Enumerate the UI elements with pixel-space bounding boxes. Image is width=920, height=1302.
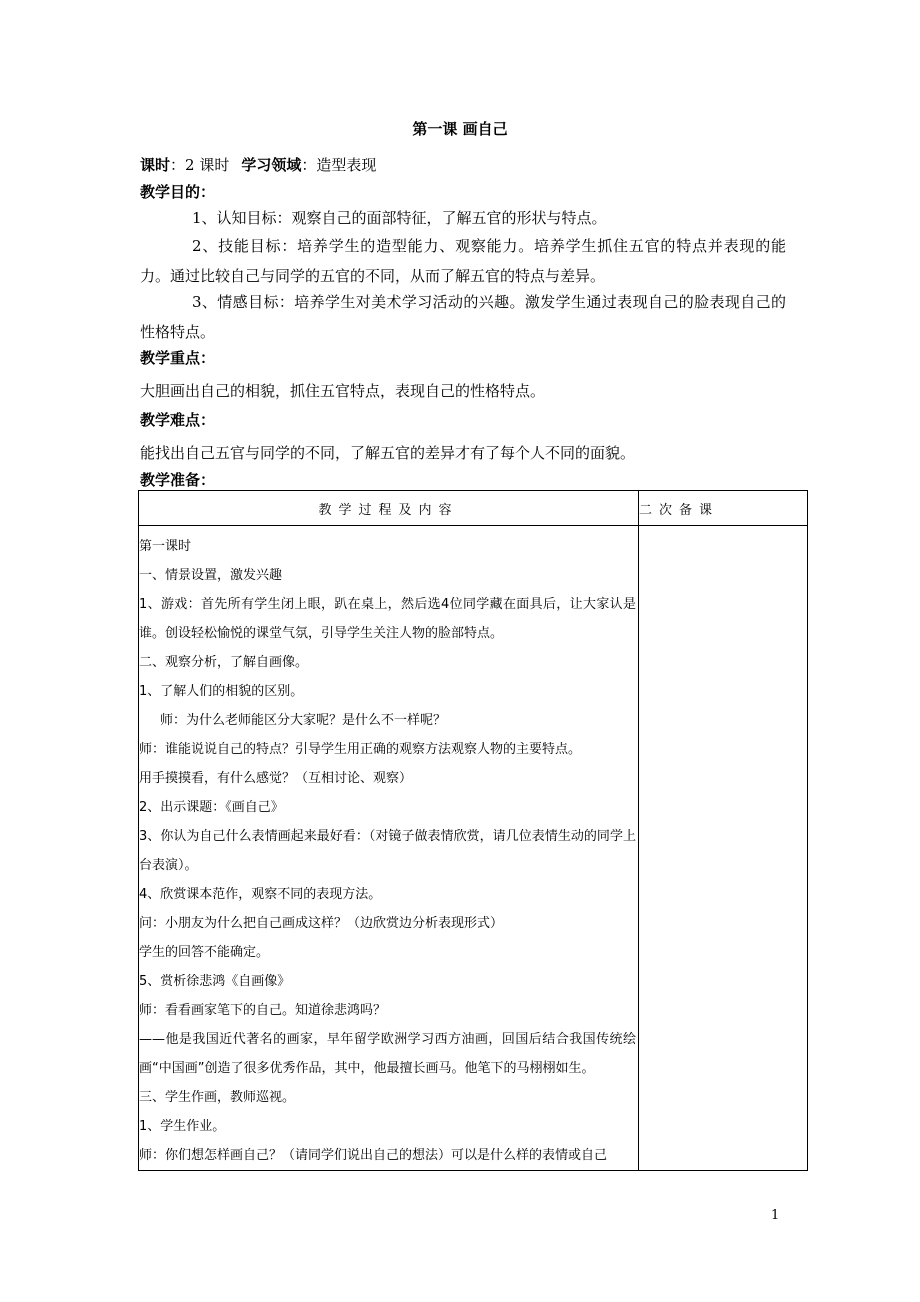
- content-line: 学生的回答不能确定。: [139, 945, 270, 960]
- content-line: 一、情景设置，激发兴趣: [139, 568, 283, 583]
- domain-label: 学习领域: [241, 156, 302, 174]
- key-points-heading: 教学重点：: [140, 349, 216, 367]
- lesson-table: [138, 490, 808, 1171]
- process-content-cell: [139, 526, 639, 1171]
- content-line: 第一课时: [139, 539, 192, 554]
- key-points-text: 大胆画出自己的相貌，抓住五官特点，表现自己的性格特点。: [140, 382, 546, 400]
- content-line: 5、赏析徐悲鸿《自画像》: [139, 974, 291, 989]
- content-line: 1、了解人们的相貌的区别。: [139, 684, 304, 699]
- difficulties-heading: 教学难点：: [140, 411, 216, 429]
- content-line: 4、欣赏课本范作，观察不同的表现方法。: [139, 887, 382, 902]
- domain-value: ：造型表现: [301, 156, 377, 174]
- second-prep-cell: [639, 526, 808, 1171]
- content-line: 师：谁能说说自己的特点？引导学生用正确的观察方法观察人物的主要特点。: [139, 742, 582, 757]
- content-line: 2、出示课题：《画自己》: [139, 800, 284, 815]
- process-content: [139, 526, 638, 1170]
- content-line: 3、你认为自己什么表情画起来最好看：（对镜子做表情欣赏，请几位表情生动的同学上台表演）。: [139, 829, 636, 873]
- content-line: 二、观察分析，了解自画像。: [139, 655, 309, 670]
- objective-item: 1、认知目标：观察自己的面部特征，了解五官的形状与特点。: [192, 209, 607, 227]
- content-line: ——他是我国近代著名的画家，早年留学欧洲学习西方油画，回国后结合我国传统绘画“中国画”创造了很多优秀作品，其中，他最擅长画马。他笔下的马栩栩如生。: [139, 1032, 636, 1076]
- header-process: 教学过程及内容: [139, 491, 639, 526]
- meta-line: [140, 155, 790, 175]
- content-line: 1、学生作业。: [139, 1119, 226, 1134]
- objective-item: 3、情感目标：培养学生对美术学习活动的兴趣。激发学生通过表现自己的脸表现自己的性格特点。: [140, 293, 786, 341]
- content-line: 用手摸摸看，有什么感觉？（互相讨论、观察）: [139, 771, 413, 786]
- page-title: 第一课 画自己: [412, 120, 508, 138]
- objective-item: 2、技能目标：培养学生的造型能力、观察能力。培养学生抓住五官的特点并表现的能力。通过比较自己与同学的五官的不同，从而了解五官的特点与差异。: [140, 237, 786, 285]
- preparation-heading: 教学准备：: [140, 471, 216, 489]
- difficulties-text: 能找出自己五官与同学的不同，了解五官的差异才有了每个人不同的面貌。: [140, 444, 636, 462]
- page-number: 1: [771, 1208, 780, 1223]
- hours-label: 课时: [140, 156, 171, 174]
- hours-value: ：2 课时: [170, 156, 230, 174]
- content-line: 问：小朋友为什么把自己画成这样？（边欣赏边分析表现形式）: [139, 916, 504, 931]
- content-line: 师：为什么老师能区分大家呢？是什么不一样呢？: [160, 713, 447, 728]
- objectives-heading: 教学目的：: [140, 183, 216, 201]
- content-line: 1、游戏：首先所有学生闭上眼，趴在桌上，然后选4位同学藏在面具后，让大家认是谁。创设轻松愉悦的课堂气氛，引导学生关注人物的脸部特点。: [139, 597, 636, 641]
- content-line: 三、学生作画，教师巡视。: [139, 1090, 296, 1105]
- content-line: 师：看看画家笔下的自己。知道徐悲鸿吗？: [139, 1003, 387, 1018]
- header-second-prep: 二次备课: [639, 491, 808, 526]
- content-line: 师：你们想怎样画自己？（请同学们说出自己的想法）可以是什么样的表情或自己: [139, 1148, 608, 1163]
